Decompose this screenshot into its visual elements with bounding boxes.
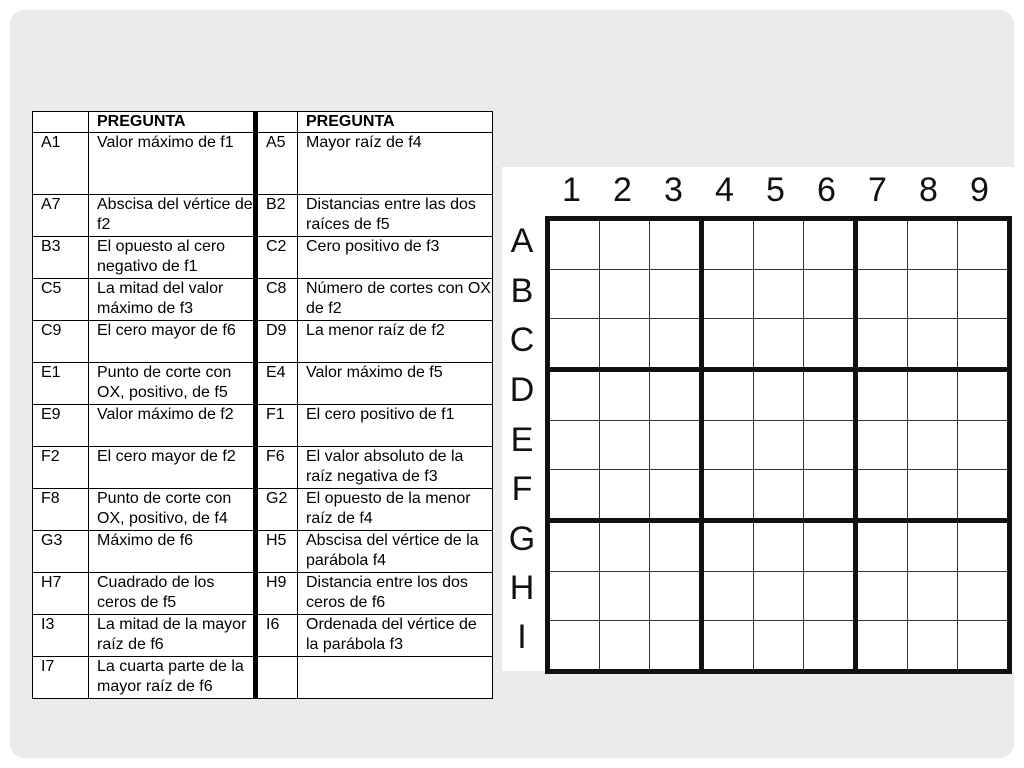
grid-cell[interactable] xyxy=(856,572,908,621)
grid-cell[interactable] xyxy=(548,470,600,521)
grid-cell[interactable] xyxy=(702,470,754,521)
cell-question: Abscisa del vértice de la parábola f4 xyxy=(298,531,493,573)
grid-cell[interactable] xyxy=(908,621,958,672)
grid-cell[interactable] xyxy=(548,319,600,370)
grid-cell[interactable] xyxy=(804,572,856,621)
cell-code: G2 xyxy=(256,489,298,531)
grid-cell[interactable] xyxy=(908,370,958,421)
questions-table xyxy=(32,111,492,699)
cell-question: La mitad de la mayor raíz de f6 xyxy=(89,615,256,657)
grid-row xyxy=(548,319,1010,370)
cell-question: Máximo de f6 xyxy=(89,531,256,573)
grid-cell[interactable] xyxy=(804,270,856,319)
grid-cell[interactable] xyxy=(702,370,754,421)
cell-code: A1 xyxy=(33,133,89,195)
grid-cell[interactable] xyxy=(804,521,856,572)
cell-question: Valor máximo de f2 xyxy=(89,405,256,447)
grid-cell[interactable] xyxy=(754,319,804,370)
cell-question: Distancias entre las dos raíces de f5 xyxy=(298,195,493,237)
grid-cell[interactable] xyxy=(702,270,754,319)
grid-cell[interactable] xyxy=(702,621,754,672)
cell-code: I7 xyxy=(33,657,89,699)
grid-cell[interactable] xyxy=(958,572,1010,621)
cell-code xyxy=(256,657,298,699)
grid-cell[interactable] xyxy=(702,319,754,370)
table-row xyxy=(33,489,493,531)
cell-code: C5 xyxy=(33,279,89,321)
grid-row xyxy=(548,421,1010,470)
column-label: 3 xyxy=(664,171,683,209)
table-row xyxy=(33,615,493,657)
table-row xyxy=(33,573,493,615)
grid-cell[interactable] xyxy=(600,470,650,521)
table-row xyxy=(33,279,493,321)
grid-cell[interactable] xyxy=(754,219,804,270)
grid-cell[interactable] xyxy=(548,270,600,319)
grid-cell[interactable] xyxy=(600,521,650,572)
grid-cell[interactable] xyxy=(600,219,650,270)
grid-cell[interactable] xyxy=(600,421,650,470)
grid-cell[interactable] xyxy=(908,572,958,621)
grid-cell[interactable] xyxy=(908,219,958,270)
grid-cell[interactable] xyxy=(650,521,702,572)
grid-cell[interactable] xyxy=(548,621,600,672)
cell-question: La mitad del valor máximo de f3 xyxy=(89,279,256,321)
grid-cell[interactable] xyxy=(856,470,908,521)
cell-question: Valor máximo de f1 xyxy=(89,133,256,195)
grid-row xyxy=(548,470,1010,521)
cell-code: B3 xyxy=(33,237,89,279)
sudoku-panel xyxy=(502,167,1018,671)
grid-cell[interactable] xyxy=(856,521,908,572)
grid-cell[interactable] xyxy=(702,521,754,572)
grid-cell[interactable] xyxy=(804,470,856,521)
grid-cell[interactable] xyxy=(600,319,650,370)
cell-question: Abscisa del vértice de f2 xyxy=(89,195,256,237)
table-header-row xyxy=(33,112,493,133)
cell-code: E4 xyxy=(256,363,298,405)
grid-cell[interactable] xyxy=(548,421,600,470)
cell-question: El cero mayor de f6 xyxy=(89,321,256,363)
cell-question: Número de cortes con OX de f2 xyxy=(298,279,493,321)
grid-cell[interactable] xyxy=(754,370,804,421)
grid-cell[interactable] xyxy=(856,219,908,270)
grid-cell[interactable] xyxy=(908,421,958,470)
cell-question: El cero mayor de f2 xyxy=(89,447,256,489)
grid-cell[interactable] xyxy=(650,219,702,270)
table-row xyxy=(33,447,493,489)
cell-question: Valor máximo de f5 xyxy=(298,363,493,405)
table-row xyxy=(33,321,493,363)
grid-cell[interactable] xyxy=(958,470,1010,521)
grid-cell[interactable] xyxy=(958,319,1010,370)
row-label: B xyxy=(510,272,534,310)
row-label: D xyxy=(509,371,535,409)
grid-cell[interactable] xyxy=(908,270,958,319)
cell-code: A5 xyxy=(256,133,298,195)
grid-cell[interactable] xyxy=(754,421,804,470)
grid-cell[interactable] xyxy=(754,621,804,672)
table-row xyxy=(33,237,493,279)
slide-background xyxy=(10,10,1014,758)
row-label: A xyxy=(510,222,534,260)
grid-cell[interactable] xyxy=(600,370,650,421)
cell-code: I6 xyxy=(256,615,298,657)
table-row xyxy=(33,657,493,699)
cell-question: El opuesto de la menor raíz de f4 xyxy=(298,489,493,531)
column-label: 8 xyxy=(919,171,938,209)
grid-cell[interactable] xyxy=(650,270,702,319)
cell-code: A7 xyxy=(33,195,89,237)
grid-cell[interactable] xyxy=(856,621,908,672)
cell-question: La menor raíz de f2 xyxy=(298,321,493,363)
header-question-2: PREGUNTA xyxy=(298,112,493,133)
cell-question: El opuesto al cero negativo de f1 xyxy=(89,237,256,279)
cell-code: G3 xyxy=(33,531,89,573)
grid-row xyxy=(548,270,1010,319)
grid-cell[interactable] xyxy=(650,319,702,370)
cell-code: C8 xyxy=(256,279,298,321)
grid-row xyxy=(548,219,1010,270)
header-code-2 xyxy=(256,112,298,133)
cell-code: F2 xyxy=(33,447,89,489)
cell-question: Punto de corte con OX, positivo, de f5 xyxy=(89,363,256,405)
cell-code: F8 xyxy=(33,489,89,531)
grid-cell[interactable] xyxy=(702,572,754,621)
column-label: 5 xyxy=(766,171,785,209)
grid-cell[interactable] xyxy=(804,621,856,672)
column-label: 4 xyxy=(715,171,734,209)
cell-code: D9 xyxy=(256,321,298,363)
row-label: E xyxy=(510,421,534,459)
column-label: 7 xyxy=(868,171,887,209)
header-question-1: PREGUNTA xyxy=(89,112,256,133)
grid-cell[interactable] xyxy=(600,270,650,319)
grid-cell[interactable] xyxy=(856,319,908,370)
cell-question xyxy=(298,657,493,699)
table-row xyxy=(33,363,493,405)
grid-cell[interactable] xyxy=(856,421,908,470)
cell-code: I3 xyxy=(33,615,89,657)
grid-row xyxy=(548,572,1010,621)
grid-cell[interactable] xyxy=(754,470,804,521)
grid-cell[interactable] xyxy=(548,572,600,621)
sudoku-grid xyxy=(545,216,1012,674)
table-row xyxy=(33,531,493,573)
grid-cell[interactable] xyxy=(908,319,958,370)
cell-question: Distancia entre los dos ceros de f6 xyxy=(298,573,493,615)
grid-cell[interactable] xyxy=(548,521,600,572)
table-row xyxy=(33,405,493,447)
grid-cell[interactable] xyxy=(650,470,702,521)
grid-cell[interactable] xyxy=(958,370,1010,421)
cell-code: C9 xyxy=(33,321,89,363)
grid-cell[interactable] xyxy=(650,370,702,421)
grid-cell[interactable] xyxy=(958,219,1010,270)
column-label: 2 xyxy=(613,171,632,209)
grid-cell[interactable] xyxy=(958,521,1010,572)
cell-question: Ordenada del vértice de la parábola f3 xyxy=(298,615,493,657)
grid-cell[interactable] xyxy=(600,621,650,672)
grid-cell[interactable] xyxy=(908,470,958,521)
cell-question: Punto de corte con OX, positivo, de f4 xyxy=(89,489,256,531)
table-row xyxy=(33,195,493,237)
cell-code: H5 xyxy=(256,531,298,573)
cell-code: E1 xyxy=(33,363,89,405)
column-label: 9 xyxy=(970,171,989,209)
grid-cell[interactable] xyxy=(702,219,754,270)
header-code-1 xyxy=(33,112,89,133)
grid-row xyxy=(548,521,1010,572)
cell-code: C2 xyxy=(256,237,298,279)
row-label: F xyxy=(511,470,533,508)
cell-code: F6 xyxy=(256,447,298,489)
cell-question: El valor absoluto de la raíz negativa de f3 xyxy=(298,447,493,489)
column-label: 1 xyxy=(562,171,581,209)
cell-code: E9 xyxy=(33,405,89,447)
row-label: H xyxy=(509,569,535,607)
cell-question: La cuarta parte de la mayor raíz de f6 xyxy=(89,657,256,699)
row-label: G xyxy=(508,520,536,558)
cell-question: Mayor raíz de f4 xyxy=(298,133,493,195)
cell-code: F1 xyxy=(256,405,298,447)
cell-code: H9 xyxy=(256,573,298,615)
grid-cell[interactable] xyxy=(754,521,804,572)
cell-question: Cuadrado de los ceros de f5 xyxy=(89,573,256,615)
grid-cell[interactable] xyxy=(548,219,600,270)
grid-cell[interactable] xyxy=(650,421,702,470)
grid-cell[interactable] xyxy=(908,521,958,572)
grid-cell[interactable] xyxy=(650,572,702,621)
grid-cell[interactable] xyxy=(958,621,1010,672)
grid-cell[interactable] xyxy=(958,421,1010,470)
grid-cell[interactable] xyxy=(754,270,804,319)
row-label: I xyxy=(517,618,527,656)
grid-cell[interactable] xyxy=(804,370,856,421)
grid-cell[interactable] xyxy=(650,621,702,672)
grid-cell[interactable] xyxy=(548,370,600,421)
row-label: C xyxy=(509,321,535,359)
grid-row xyxy=(548,370,1010,421)
cell-code: B2 xyxy=(256,195,298,237)
grid-cell[interactable] xyxy=(958,270,1010,319)
grid-cell[interactable] xyxy=(804,319,856,370)
table-row xyxy=(33,133,493,195)
cell-code: H7 xyxy=(33,573,89,615)
grid-cell[interactable] xyxy=(600,572,650,621)
cell-question: El cero positivo de f1 xyxy=(298,405,493,447)
grid-cell[interactable] xyxy=(856,370,908,421)
grid-cell[interactable] xyxy=(804,421,856,470)
grid-cell[interactable] xyxy=(754,572,804,621)
grid-cell[interactable] xyxy=(702,421,754,470)
column-label: 6 xyxy=(817,171,836,209)
grid-row xyxy=(548,621,1010,672)
cell-question: Cero positivo de f3 xyxy=(298,237,493,279)
grid-cell[interactable] xyxy=(856,270,908,319)
grid-cell[interactable] xyxy=(804,219,856,270)
